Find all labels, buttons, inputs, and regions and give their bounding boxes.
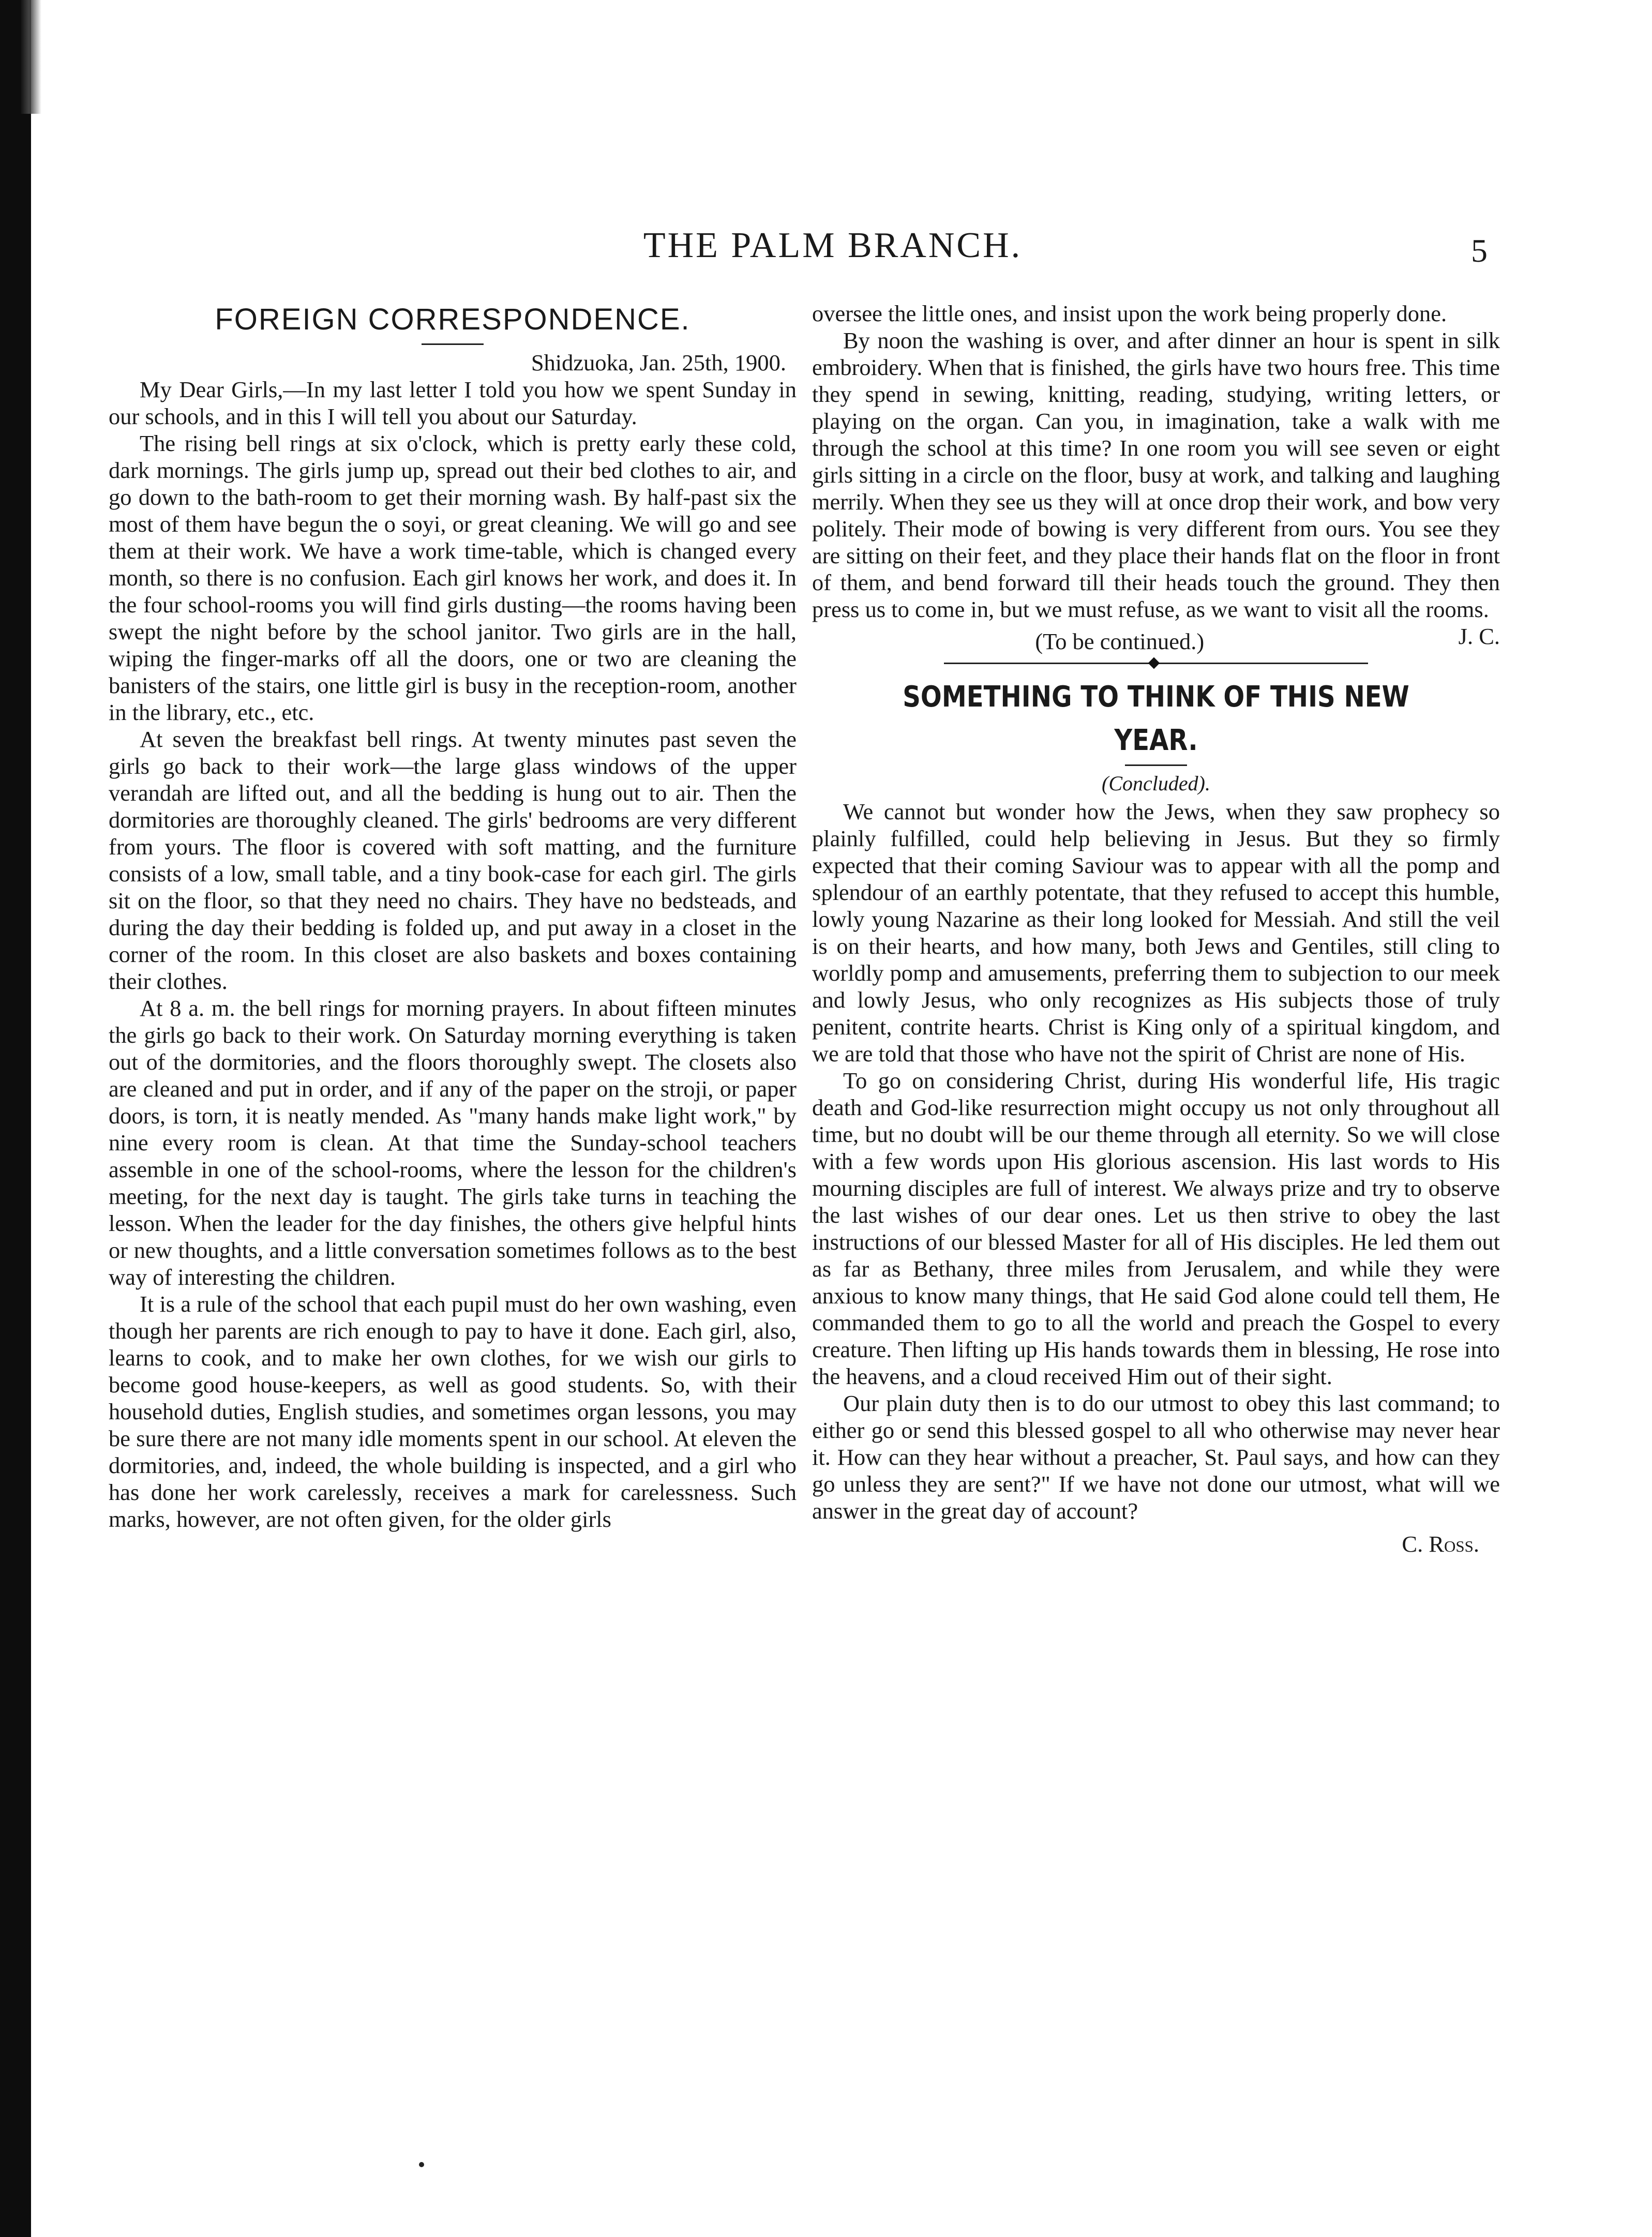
paragraph: It is a rule of the school that each pupil must do her own washing, even though her parents are rich enough to pay to have it done. Each girl, also, learns to cook, and to make her own clothes, for we wish our girls to become good house-keepers, as well as good students. So, with their household duties, English studies, and sometimes organ lessons, you may be sure there are not many idle moments spent in our school. At eleven the dormitories, and, indeed, the whole building is inspected, and a girl who has done her work carelessly, receives a mark for carelessness. Such marks, however, are not often given, for the older girls [109, 1291, 797, 1532]
paragraph: At 8 a. m. the bell rings for morning prayers. In about fifteen minutes the girls go back to their work. On Saturday morning everything is taken out of the dormitories, and the floors thoroughly swept. The closets also are cleaned and put in order, and if any of the paper on the stroji, or paper doors, is torn, it is neatly mended. As "many hands make light work," by nine every room is clean. At that time the Sunday-school teachers assemble in one of the school-rooms, where the lesson for the children's meeting, for the next day is taught. The girls take turns in teaching the lesson. When the leader for the day finishes, the others give helpful hints or new thoughts, and a little conversation sometimes follows as to the best way of interesting the children. [109, 995, 797, 1290]
paragraph: We cannot but wonder how the Jews, when they saw prophecy so plainly fulfilled, could help believing in Jesus. But they so firmly expected that their coming Saviour was to appear with all the pomp and splendour of an earthly potentate, that they refused to accept this humble, lowly young Nazarine as their long looked for Messiah. And still the veil is on their hearts, and how many, both Jews and Gentiles, still cling to worldly pomp and amusements, preferring them to subjection to our meek and lowly Jesus, who only recognizes as His subjects those of truly penitent, contrite hearts. Christ is King only of a spiritual kingdom, and we are told that those who have not the spirit of Christ are none of His. [812, 799, 1500, 1067]
paragraph-continuation: oversee the little ones, and insist upon the work being properly done. [812, 301, 1447, 326]
paragraph: My Dear Girls,—In my last letter I told you how we spent Sunday in our schools, and in this I will tell you about our Saturday. [109, 377, 797, 429]
paragraph: Our plain duty then is to do our utmost to obey this last command; to either go or send this blessed gospel to all who otherwise may never hear it. How can they hear without a preacher, St. Paul says, and how can they go unless they are sent?" If we have not done our utmost, what will we answer in the great day of account? [812, 1390, 1500, 1524]
binding-edge [21, 0, 41, 114]
section-heading-foreign-correspondence: FOREIGN CORRESPONDENCE. [215, 303, 690, 336]
paragraph: At seven the breakfast bell rings. At twenty minutes past seven the girls go back to their work—the large glass windows of the upper verandah are lifted out, and all the bedding is hung out to air. Then the dormitories are thoroughly cleaned. The girls' bedrooms are very different from yours. The floor is covered with soft matting, and the furniture consists of a low, small table, and a tiny book-case for each girl. The girls sit on the floor, so that they need no chairs. They have no bedsteads, and during the day their bedding is folded up, and put away in a closet in the corner of the room. In this closet are also baskets and boxes containing their clothes. [109, 726, 797, 994]
left-column [109, 300, 797, 1533]
divider-ornament-icon [1148, 657, 1160, 669]
page-number: 5 [1471, 232, 1488, 269]
binding-spine [0, 0, 31, 2237]
stray-mark [419, 2162, 424, 2167]
paragraph: The rising bell rings at six o'clock, which is pretty early these cold, dark mornings. The girls jump up, spread out their bed clothes to air, and go down to the bath-room to get their morning wash. By half-past six the most of them have begun the o soyi, or great cleaning. We will go and see them at their work. We have a work time-table, which is changed every month, so there is no confusion. Each girl knows her work, and does it. In the four school-rooms you will find girls dusting—the rooms having been swept the night before by the school janitor. Two girls are in the hall, wiping the finger-marks off all the doors, one or two are cleaning the banisters of the stairs, one little girl is busy in the reception-room, another in the library, etc., etc. [109, 430, 797, 725]
heading-rule [1125, 764, 1187, 766]
section-heading-something-to-think: SOMETHING TO THINK OF THIS NEW YEAR. [903, 680, 1409, 757]
right-column [812, 300, 1500, 1557]
to-be-continued-note: (To be continued.) [1035, 628, 1205, 654]
paragraph-text: By noon the washing is over, and after dinner an hour is spent in silk embroidery. When that is finished, the girls have two hours free. This time they spend in sewing, knitting, reading, studying, writing letters, or playing on the organ. Can you, in imagination, take a walk with me through the school at this time? In one room you will see seven or eight girls sitting in a circle on the floor, busy at work, and talking and laughing merrily. When they see us they will at once drop their work, and bow very politely. Their mode of bowing is very different from ours. You see they are sitting on their feet, and they place their hands flat on the floor in front of them, and bend forward till their heads touch the ground. They then press us to come in, but we must refuse, as we want to visit all the rooms. [812, 327, 1500, 622]
heading-rule [422, 343, 484, 345]
article-signature: C. Ross. [1402, 1531, 1479, 1557]
section-divider [944, 658, 1368, 668]
letter-dateline: Shidzuoka, Jan. 25th, 1900. [531, 350, 786, 376]
concluded-label: (Concluded). [1102, 772, 1210, 795]
page-title: THE PALM BRANCH. [643, 226, 1023, 265]
paragraph: To go on considering Christ, during His wonderful life, His tragic death and God-like resurrection might occupy us not only throughout all time, but no doubt will be our theme through all eternity. So we will close with a few words upon His glorious ascension. His last words to His mourning disciples are full of interest. We always prize and try to observe the last wishes of our dear ones. Let us then strive to obey the last instructions of our blessed Master for all of His disciples. He led them out as far as Bethany, three miles from Jerusalem, and while they were anxious to know many things, that He said God alone could tell them, He commanded them to go to all the world and preach the Gospel to every creature. Then lifting up His hands towards them in blessing, He rose into the heavens, and a cloud received Him out of their sight. [812, 1068, 1500, 1389]
letter-signature: J. C. [1458, 623, 1500, 649]
